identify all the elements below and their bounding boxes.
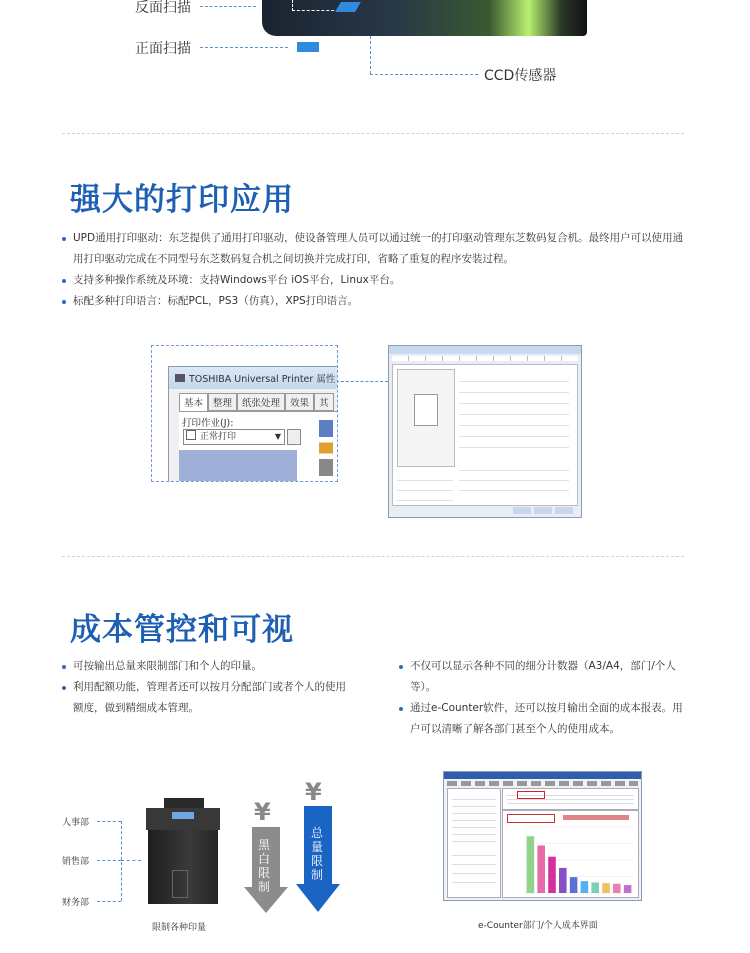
list-item: 利用配额功能，管理者还可以按月分配部门或者个人的使用额度，做到精细成本管理。 <box>62 677 352 719</box>
dept-leader-finance <box>97 901 121 902</box>
ccd-leader-vertical <box>370 36 371 74</box>
list-item: 通过e-Counter软件，还可以按月输出全面的成本报表。用户可以清晰了解各部门甚至个人的使用成本。 <box>399 698 691 740</box>
chart-bar <box>548 857 556 893</box>
yen-icon-blue: ¥ <box>305 778 322 806</box>
caption-ecounter: e-Counter部门/个人成本界面 <box>478 921 598 931</box>
dept-leader-sales <box>97 860 121 861</box>
scan-path-arrow <box>292 0 339 11</box>
section-divider-2 <box>62 556 684 557</box>
back-scan-leader <box>200 6 256 7</box>
yen-icon-gray: ¥ <box>254 798 271 826</box>
driver-window-zoomed <box>168 366 337 481</box>
dept-leader-vertical <box>121 821 122 901</box>
ccd-leader-horizontal <box>370 74 478 75</box>
ecounter-list-panel <box>502 788 639 810</box>
department-label-finance: 财务部 <box>62 898 90 908</box>
driver-tabs <box>179 393 337 411</box>
ecounter-tree-panel <box>447 788 501 898</box>
chevron-down-icon: ▼ <box>274 432 281 441</box>
driver-window-titlebar <box>169 367 337 389</box>
chart-bar <box>613 884 621 893</box>
driver-window-full <box>388 345 582 518</box>
arrow-blue-label: 总量限制 <box>311 826 324 882</box>
driver-window-title: TOSHIBA Universal Printer 属性 <box>189 374 336 385</box>
chart-bar <box>537 845 545 893</box>
side-icons <box>319 420 333 476</box>
tab-basic[interactable]: 基本 <box>179 393 208 411</box>
front-scan-leader <box>200 47 288 48</box>
zoom-connector <box>336 381 388 382</box>
driver-full-body <box>392 364 578 506</box>
department-label-sales: 销售部 <box>62 857 90 867</box>
ecounter-chart-panel <box>502 810 639 898</box>
front-scan-label: 正面扫描 <box>135 41 191 57</box>
arrow-gray-label: 黑白限制 <box>258 838 271 894</box>
preview-area <box>179 450 297 481</box>
dept-leader-to-machine <box>121 860 141 861</box>
driver-tab-body <box>179 411 337 481</box>
list-item: 不仅可以显示各种不同的细分计数器（A3/A4，部门/个人等）。 <box>399 656 691 698</box>
ccd-sensor-label: CCD传感器 <box>484 68 557 84</box>
front-scan-sensor <box>297 42 319 52</box>
department-label-hr: 人事部 <box>62 818 90 828</box>
cost-feature-list-left <box>62 656 352 719</box>
print-job-value: 正常打印 <box>200 432 237 442</box>
chart-bar <box>581 881 589 893</box>
tab-finishing[interactable]: 整理 <box>208 393 237 411</box>
list-item: 支持多种操作系统及环境：支持Windows平台 iOS平台，Linux平台。 <box>62 270 687 291</box>
printer-icon <box>175 374 185 382</box>
caption-limit-volume: 限制各种印量 <box>152 923 207 933</box>
cost-feature-list-right <box>399 656 691 740</box>
back-scan-label: 反面扫描 <box>135 0 191 16</box>
list-item: 可按输出总量来限制部门和个人的印量。 <box>62 656 352 677</box>
ecounter-window <box>443 771 642 901</box>
print-job-label: 打印作业(J): <box>182 418 234 429</box>
mfp-machine <box>142 798 222 904</box>
chart-bar <box>570 877 578 893</box>
dept-leader-hr <box>97 821 121 822</box>
chart-bar <box>624 885 632 893</box>
chart-bar <box>602 883 610 893</box>
list-item: UPD通用打印驱动：东芝提供了通用打印驱动，使设备管理人员可以通过统一的打印驱动管理东芝数码复合机。最终用户可以使用通用打印驱动完成在不同型号东芝数码复合机之间切换并完成打印，省略了重复的程序安装过程。 <box>62 228 687 270</box>
tab-paper-handling[interactable]: 纸张处理 <box>237 393 285 411</box>
chart-bar <box>527 836 535 893</box>
ecounter-bar-chart <box>503 823 638 897</box>
chart-bar <box>559 868 567 893</box>
cost-section-title: 成本管控和可视 <box>70 612 294 648</box>
section-divider-1 <box>62 133 684 134</box>
chart-bar <box>591 882 599 893</box>
print-section-title: 强大的打印应用 <box>70 182 294 218</box>
print-job-settings-button[interactable] <box>287 429 301 445</box>
tab-more[interactable]: 其 <box>314 393 334 411</box>
print-job-select[interactable] <box>183 429 285 445</box>
print-feature-list <box>62 228 687 312</box>
tab-effects[interactable]: 效果 <box>285 393 314 411</box>
list-item: 标配多种打印语言：标配PCL，PS3（仿真），XPS打印语言。 <box>62 291 687 312</box>
